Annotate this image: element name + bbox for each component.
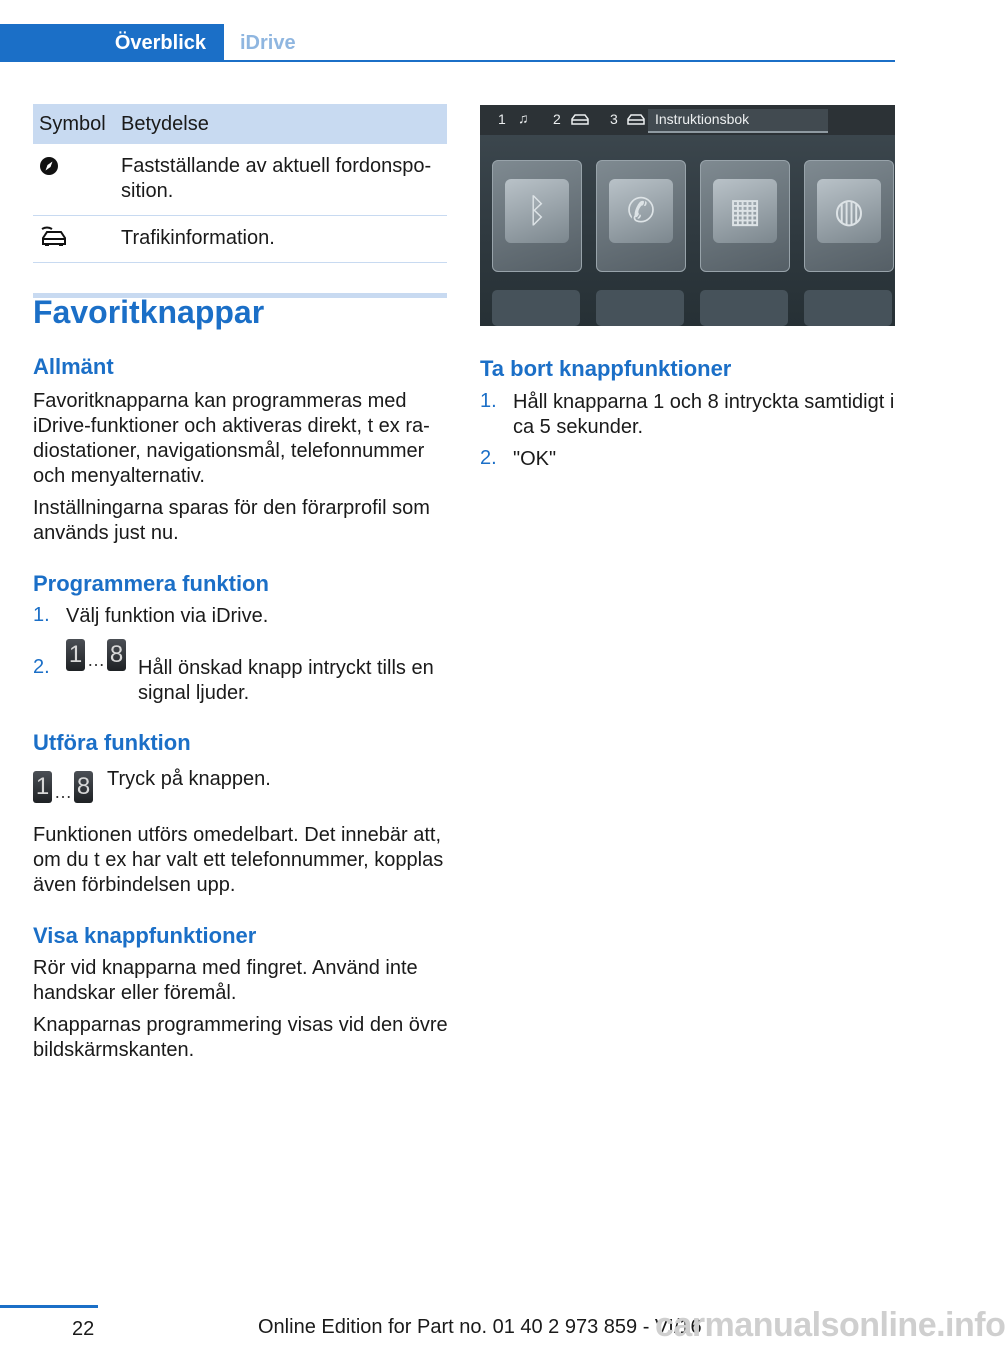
paragraph-utfora: Funktionen utförs omedelbart. Det innebär att, om du t ex har valt ett telefonnummer, kopplas även förbindelsen upp. bbox=[33, 824, 444, 896]
screen-label-instruktionsbok: Instruktionsbok bbox=[655, 111, 750, 127]
paragraph-visa-1: Rör vid knapparna med fingret. Använd inte handskar eller föremål. bbox=[33, 957, 418, 1004]
favorite-keys-graphic bbox=[33, 771, 93, 803]
paragraph-visa-2: Knapparnas programmering visas vid den övre bildskärmskanten. bbox=[33, 1014, 448, 1061]
table-cell-meaning: Fastställande av aktuell fordonspo‐sition. bbox=[121, 155, 432, 202]
paragraph-allmant-2: Inställningarna sparas för den förarprofil som används just nu. bbox=[33, 497, 430, 544]
tile-lower bbox=[700, 290, 788, 326]
key-range-dots: … bbox=[54, 782, 72, 802]
tile-navigation bbox=[700, 160, 790, 272]
screen-slot-3: 3 bbox=[610, 111, 618, 127]
music-note-icon: ♫ bbox=[518, 110, 529, 126]
step-text: Håll knapparna 1 och 8 intryckta samtidigt i ca 5 sekunder. bbox=[513, 391, 895, 438]
heading-allmant: Allmänt bbox=[33, 354, 114, 379]
idrive-screen-image bbox=[480, 105, 895, 326]
column-header-meaning: Betydelse bbox=[121, 113, 209, 135]
tile-lower bbox=[492, 290, 580, 326]
tile-bluetooth bbox=[492, 160, 582, 272]
heading-tabort: Ta bort knappfunktioner bbox=[480, 356, 732, 381]
favorite-keys-graphic bbox=[66, 639, 126, 671]
screen-slot-2: 2 bbox=[553, 111, 561, 127]
car-icon bbox=[570, 112, 590, 129]
step-number: 1. bbox=[480, 390, 497, 412]
footer-divider bbox=[0, 1305, 98, 1308]
table-row bbox=[33, 144, 447, 216]
step-number: 2. bbox=[480, 447, 497, 469]
step-text: Håll önskad knapp intryckt tills en signal ljuder. bbox=[138, 657, 434, 704]
tile-lower bbox=[596, 290, 684, 326]
telephone-icon: ✆ bbox=[609, 179, 673, 243]
globe-icon: ◍ bbox=[817, 179, 881, 243]
tile-telephone bbox=[596, 160, 686, 272]
heading-utfora: Utföra funktion bbox=[33, 730, 191, 755]
tile-online bbox=[804, 160, 894, 272]
step-text: "OK" bbox=[513, 448, 557, 470]
watermark: carmanualsonline.info bbox=[655, 1306, 1005, 1344]
step-text: Välj funktion via iDrive. bbox=[66, 605, 269, 627]
key-8-icon: 8 bbox=[74, 771, 93, 803]
step-number: 1. bbox=[33, 604, 50, 626]
tile-lower bbox=[804, 290, 892, 326]
step-number: 2. bbox=[33, 656, 50, 678]
edition-note: Online Edition for Part no. 01 40 2 973 859 - VI/16 bbox=[258, 1316, 702, 1338]
paragraph-utfora-inline: Tryck på knappen. bbox=[107, 768, 271, 790]
column-header-symbol: Symbol bbox=[39, 113, 106, 135]
tab-overblick[interactable]: Överblick bbox=[0, 24, 224, 62]
heading-programmera: Programmera funktion bbox=[33, 571, 269, 596]
symbol-table bbox=[33, 104, 447, 298]
key-1-icon: 1 bbox=[33, 771, 52, 803]
header-divider bbox=[0, 60, 895, 62]
screen-slot-1: 1 bbox=[498, 111, 506, 127]
screen-favorite-bar bbox=[480, 105, 895, 135]
heading-visa: Visa knappfunktioner bbox=[33, 923, 257, 948]
table-header bbox=[33, 104, 447, 144]
car-icon bbox=[626, 112, 646, 129]
table-row bbox=[33, 216, 447, 263]
table-cell-meaning: Trafikinformation. bbox=[121, 227, 275, 249]
compass-icon bbox=[39, 156, 59, 183]
key-1-icon: 1 bbox=[66, 639, 85, 671]
key-8-icon: 8 bbox=[107, 639, 126, 671]
key-range-dots: … bbox=[87, 650, 105, 670]
map-icon: ▦ bbox=[713, 179, 777, 243]
paragraph-allmant-1: Favoritknapparna kan programmeras med iDrive-funktioner och aktiveras direkt, t ex ra‐diostationer, navigationsmål, telefonnummer och menyalternativ. bbox=[33, 390, 430, 487]
tab-idrive[interactable]: iDrive bbox=[240, 32, 296, 54]
traffic-car-icon bbox=[39, 226, 69, 255]
bluetooth-icon: ᛒ bbox=[505, 179, 569, 243]
section-title: Favoritknappar bbox=[33, 294, 265, 330]
page-number: 22 bbox=[72, 1318, 95, 1340]
